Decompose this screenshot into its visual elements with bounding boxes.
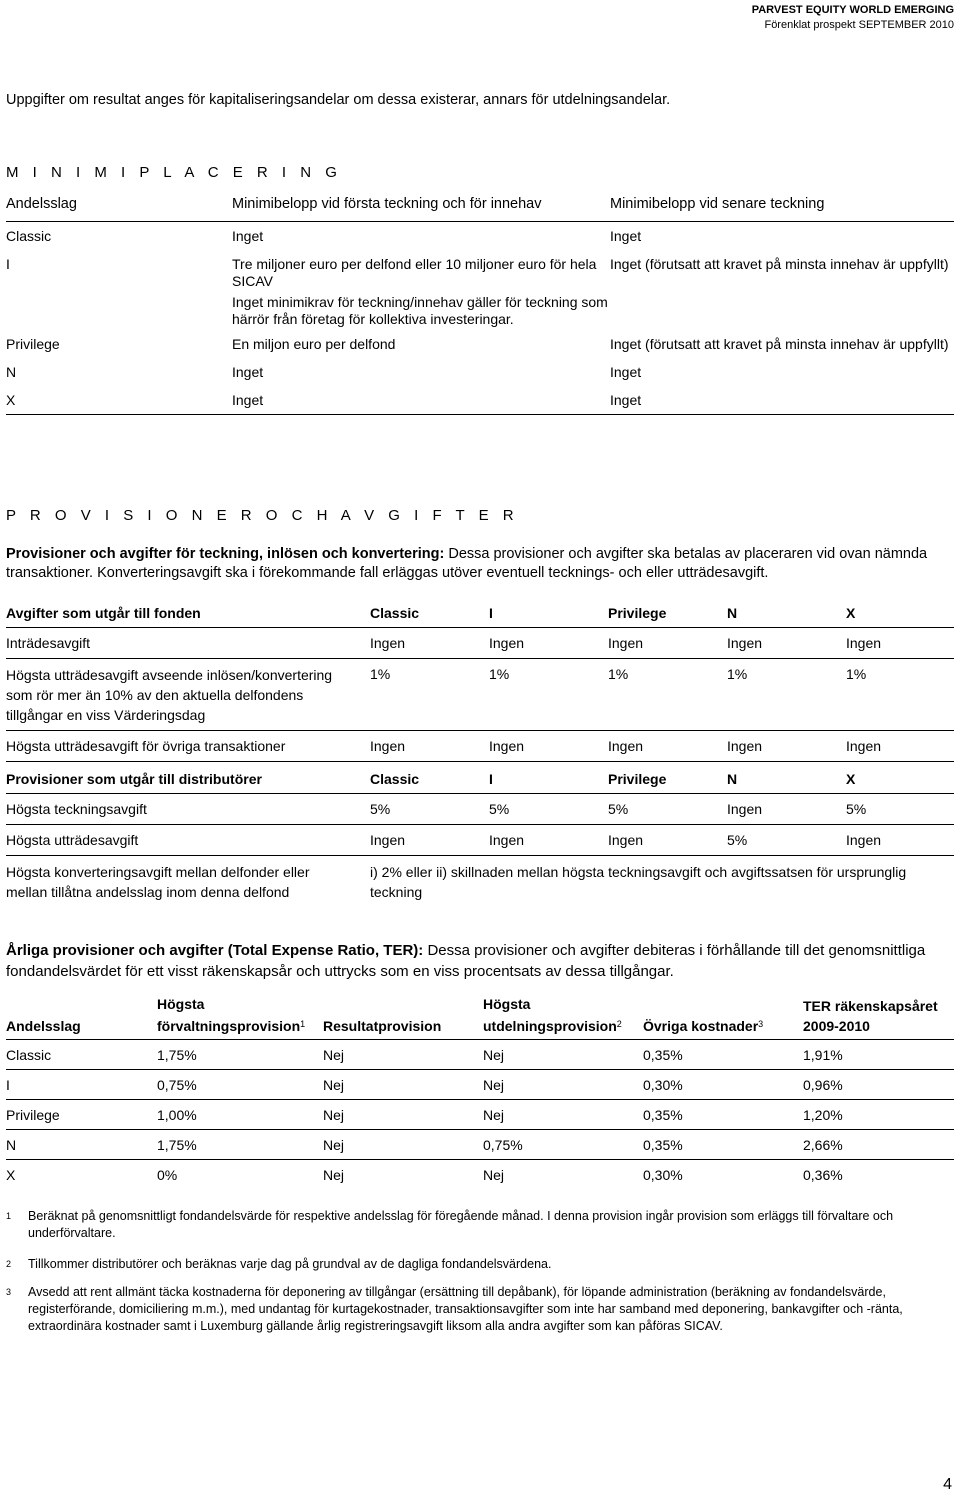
column-header: Avgifter som utgår till fonden	[6, 600, 370, 628]
table-header-row	[6, 994, 954, 1040]
footnote	[6, 1256, 954, 1273]
ter-cell: Nej	[483, 1040, 643, 1070]
table-row	[6, 1040, 954, 1070]
column-header: Classic	[370, 600, 489, 628]
column-header: I	[489, 600, 608, 628]
ter-cell: I	[6, 1070, 157, 1100]
table-row	[6, 1160, 954, 1190]
ter-paragraph-text: Dessa provisioner och avgifter debiteras i förhållande till det genomsnittliga fondandelsvärdet för ett visst räkenskapsår och uttrycks som en viss procentsats av dessa tillgångar.	[6, 942, 926, 980]
column-header: X	[846, 600, 954, 628]
ter-cell: Nej	[483, 1070, 643, 1100]
table-row	[6, 794, 954, 825]
column-header-label: Högsta utdelningsprovision	[483, 996, 617, 1034]
table-row	[6, 856, 954, 908]
fee-label-cell: Högsta teckningsavgift	[6, 794, 370, 825]
page-number: 4	[943, 1476, 952, 1493]
column-header: Provisioner som utgår till distributörer	[6, 766, 370, 794]
fee-value-cell: Ingen	[608, 825, 727, 856]
fee-value-cell: Ingen	[846, 628, 954, 659]
ter-cell: 0,96%	[803, 1070, 954, 1100]
fee-value-cell: Ingen	[727, 628, 846, 659]
fee-value-cell: Ingen	[608, 628, 727, 659]
column-header: Minimibelopp vid första teckning och för innehav	[232, 192, 610, 222]
fee-value-cell: 1%	[727, 659, 846, 731]
table-row	[6, 825, 954, 856]
footnote-text: Beräknat på genomsnittligt fondandelsvärde för respektive andelsslag för föregående månad. I denna provision ingår provision som erläggs till förvaltare och underförvaltare.	[28, 1209, 894, 1240]
ter-table	[6, 994, 954, 1189]
conversion-fee-cell: i) 2% eller ii) skillnaden mellan högsta teckningsavgift och avgiftssatsen för ursprunglig teckning	[370, 864, 907, 900]
ter-cell: 0,75%	[157, 1070, 323, 1100]
column-header: Privilege	[608, 766, 727, 794]
fee-value-cell: 1%	[370, 659, 489, 731]
minimiplacering-table	[6, 192, 954, 415]
section-heading-minimiplacering: M I N I M I P L A C E R I N G	[6, 164, 342, 181]
fee-value-cell: 1%	[608, 659, 727, 731]
ter-cell: 1,75%	[157, 1130, 323, 1160]
footnote	[6, 1208, 954, 1242]
table-row	[6, 1100, 954, 1130]
document-title: PARVEST EQUITY WORLD EMERGING	[751, 4, 954, 16]
fee-value-cell: 5%	[370, 794, 489, 825]
fee-value-cell: Ingen	[489, 825, 608, 856]
column-header: Classic	[370, 766, 489, 794]
ter-cell: 0,75%	[483, 1130, 643, 1160]
ter-cell: Privilege	[6, 1100, 157, 1130]
fee-value-cell: Ingen	[370, 628, 489, 659]
footnote-marker: 1	[300, 1019, 306, 1029]
footnote-number: 3	[6, 1287, 12, 1297]
footnote-number: 1	[6, 1211, 12, 1221]
fee-value-cell: Ingen	[846, 731, 954, 762]
column-header: Privilege	[608, 600, 727, 628]
fee-value-cell: Ingen	[727, 731, 846, 762]
later-subscription-cell: Inget	[610, 386, 954, 415]
share-class-cell: I	[6, 256, 10, 272]
ter-cell: Nej	[483, 1100, 643, 1130]
column-header	[483, 994, 643, 1040]
share-class-cell: X	[6, 386, 232, 415]
table-row	[6, 328, 954, 358]
document-subtitle: Förenklat prospekt SEPTEMBER 2010	[764, 19, 954, 31]
fee-value-cell: Ingen	[608, 731, 727, 762]
ter-cell: 0,35%	[643, 1130, 803, 1160]
column-header: N	[727, 600, 846, 628]
ter-cell: 1,75%	[157, 1040, 323, 1070]
share-class-cell: Privilege	[6, 336, 60, 352]
provisioner-paragraph-text: Dessa provisioner och avgifter ska betalas av placeraren vid ovan nämnda transaktioner. Konverteringsavgift ska i förekommande fall erläggas utöver eventuell tecknings- och eller utträdesavgift.	[6, 546, 928, 581]
footnote-marker: 3	[758, 1019, 764, 1029]
ter-cell: N	[6, 1130, 157, 1160]
column-header: Minimibelopp vid senare teckning	[610, 192, 954, 222]
share-class-cell: Classic	[6, 228, 52, 244]
ter-cell: 2,66%	[803, 1130, 954, 1160]
footnote-text: Tillkommer distributörer och beräknas varje dag på grundval av de dagliga fondandelsvärdena.	[28, 1257, 552, 1271]
fee-value-cell: 5%	[846, 794, 954, 825]
table-row	[6, 1130, 954, 1160]
ter-cell: Nej	[323, 1100, 483, 1130]
first-subscription-cell	[232, 250, 610, 328]
column-header: N	[727, 766, 846, 794]
footnote	[6, 1284, 954, 1335]
column-header: Resultatprovision	[323, 994, 483, 1040]
fee-value-cell: Ingen	[489, 628, 608, 659]
first-subscription-cell: En miljon euro per delfond	[232, 336, 396, 352]
footnote-number: 2	[6, 1259, 12, 1269]
ter-paragraph	[6, 940, 954, 982]
ter-cell: Nej	[323, 1040, 483, 1070]
column-header: Andelsslag	[6, 994, 157, 1040]
first-subscription-cell: Inget	[232, 364, 264, 380]
column-header: TER räkenskapsåret 2009-2010	[803, 994, 954, 1040]
later-subscription-cell: Inget	[610, 364, 642, 380]
table-row	[6, 250, 954, 328]
ter-cell: 0,35%	[643, 1040, 803, 1070]
first-subscription-text: Tre miljoner euro per delfond eller 10 miljoner euro för hela SICAV	[232, 256, 597, 289]
column-header-label: Högsta förvaltningsprovision	[157, 996, 301, 1034]
fund-fees-table	[6, 600, 954, 762]
ter-cell: 0,36%	[803, 1167, 843, 1183]
table-header-row	[6, 766, 954, 794]
table-row	[6, 628, 954, 659]
ter-cell: 1,91%	[803, 1040, 954, 1070]
provisioner-paragraph-lead: Provisioner och avgifter för teckning, inlösen och konvertering:	[6, 546, 445, 562]
fee-label-cell: Inträdesavgift	[6, 628, 370, 659]
footnote-marker: 2	[616, 1019, 622, 1029]
fee-label-cell: Högsta utträdesavgift	[6, 825, 370, 856]
later-subscription-cell: Inget (förutsatt att kravet på minsta innehav är uppfyllt)	[610, 256, 949, 272]
fee-label-cell: Högsta utträdesavgift avseende inlösen/konvertering som rör mer än 10% av den aktuella delfondens tillgångar en viss Värderingsdag	[6, 659, 370, 731]
first-subscription-cell: Inget	[232, 386, 610, 415]
ter-cell: 0,35%	[643, 1100, 803, 1130]
table-row	[6, 659, 954, 731]
later-subscription-cell: Inget	[610, 228, 642, 244]
first-subscription-note: Inget minimikrav för teckning/innehav gäller för teckning som härrör från företag för kollektiva investeringar.	[232, 294, 608, 327]
ter-cell: Nej	[483, 1167, 505, 1183]
share-class-cell: N	[6, 364, 17, 380]
column-header: I	[489, 766, 608, 794]
ter-cell: Nej	[323, 1070, 483, 1100]
table-header-row	[6, 192, 954, 222]
provisioner-paragraph	[6, 545, 954, 583]
distributor-fees-table	[6, 766, 954, 907]
table-header-row	[6, 600, 954, 628]
fee-value-cell: 5%	[489, 794, 608, 825]
fee-label-cell: Högsta utträdesavgift för övriga transaktioner	[6, 731, 370, 762]
ter-paragraph-lead: Årliga provisioner och avgifter (Total Expense Ratio, TER):	[6, 942, 424, 959]
fee-value-cell: Ingen	[370, 825, 489, 856]
section-heading-provisioner: P R O V I S I O N E R O C H A V G I F T E R	[6, 507, 519, 524]
ter-cell: 0,30%	[643, 1167, 683, 1183]
fee-value-cell: Ingen	[846, 825, 954, 856]
fee-label-cell: Högsta konverteringsavgift mellan delfonder eller mellan tillåtna andelsslag inom denna delfond	[6, 864, 310, 900]
table-row	[6, 1070, 954, 1100]
column-header-label: Övriga kostnader	[643, 1018, 759, 1034]
table-row	[6, 731, 954, 762]
footnote-text: Avsedd att rent allmänt täcka kostnaderna för deponering av tillgångar (ersättning till depåbank), för löpande administration (beräkning av fondandelsvärde, registerförande, domiciliering m.m.), med undantag för kurtagekostnader, transaktionsavgifter som inte har samband med deponering, bankavgifter och -ränta, extraordinära kostnader samt i Luxemburg gällande årlig registreringsavgift liksom alla andra avgifter som kan påföras SICAV.	[28, 1285, 903, 1333]
ter-cell: 0,30%	[643, 1070, 803, 1100]
column-header	[643, 994, 803, 1040]
ter-cell: Classic	[6, 1040, 157, 1070]
table-row	[6, 386, 954, 415]
first-subscription-cell: Inget	[232, 228, 264, 244]
fee-value-cell: Ingen	[370, 731, 489, 762]
column-header: Andelsslag	[6, 192, 232, 222]
table-row	[6, 222, 954, 251]
fee-value-cell: 1%	[489, 659, 608, 731]
ter-cell: X	[6, 1167, 16, 1183]
fee-value-cell: Ingen	[489, 731, 608, 762]
fee-value-cell: 5%	[727, 825, 846, 856]
ter-cell: 1,20%	[803, 1100, 954, 1130]
intro-text: Uppgifter om resultat anges för kapitaliseringsandelar om dessa existerar, annars för utdelningsandelar.	[6, 92, 671, 108]
fee-value-cell: 5%	[608, 794, 727, 825]
ter-cell: 0%	[157, 1167, 178, 1183]
ter-cell: Nej	[323, 1130, 483, 1160]
ter-cell: Nej	[323, 1167, 345, 1183]
fee-value-cell: 1%	[846, 659, 954, 731]
fee-value-cell: Ingen	[727, 794, 846, 825]
table-row	[6, 358, 954, 386]
ter-cell: 1,00%	[157, 1100, 323, 1130]
column-header	[157, 994, 323, 1040]
column-header: X	[846, 766, 954, 794]
later-subscription-cell: Inget (förutsatt att kravet på minsta innehav är uppfyllt)	[610, 336, 949, 352]
